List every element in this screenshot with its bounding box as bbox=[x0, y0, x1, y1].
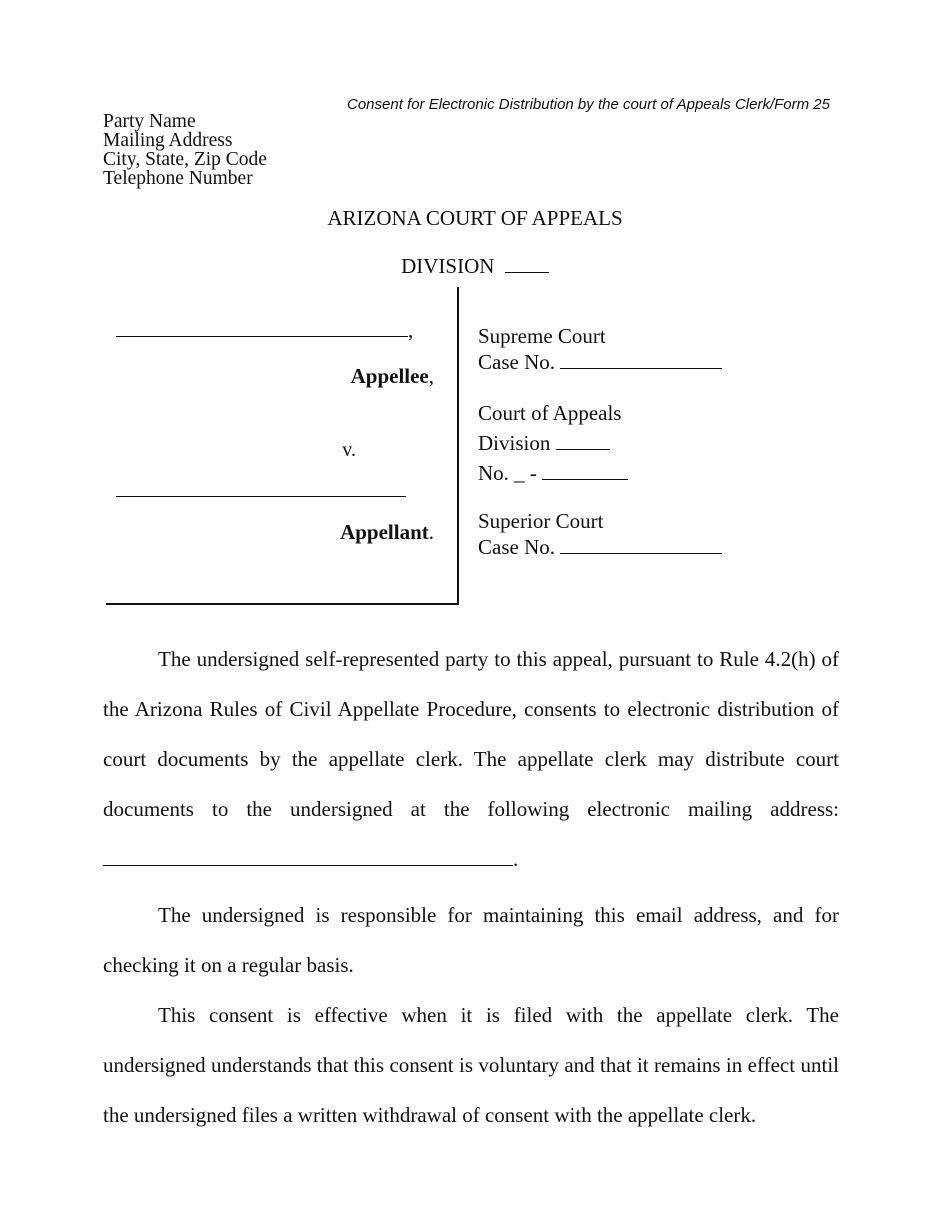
court-name: ARIZONA COURT OF APPEALS bbox=[327, 206, 623, 230]
appellee-name-line bbox=[116, 336, 408, 337]
supreme-court-label: Supreme Court bbox=[478, 324, 606, 348]
appeals-division-label: Division bbox=[478, 431, 551, 455]
appellant-punct: . bbox=[428, 520, 434, 544]
appeals-court-label: Court of Appeals bbox=[478, 401, 622, 425]
email-address-blank bbox=[103, 849, 513, 866]
appellee-comma: , bbox=[408, 318, 414, 342]
appeals-no-blank bbox=[542, 461, 628, 480]
caption-vertical-divider bbox=[457, 287, 459, 604]
superior-case-no-blank bbox=[560, 535, 722, 554]
supreme-case-no-blank bbox=[560, 350, 722, 369]
supreme-court-block bbox=[478, 323, 722, 375]
responsibility-paragraph: The undersigned is responsible for maintaining this email address, and for checking it on a regular basis. bbox=[103, 903, 839, 977]
appeals-court-block bbox=[478, 398, 628, 488]
versus: v. bbox=[342, 439, 356, 461]
division-blank bbox=[505, 254, 549, 273]
city-state-zip: City, State, Zip Code bbox=[103, 149, 267, 170]
supreme-case-no-label: Case No. bbox=[478, 350, 555, 374]
division-label: DIVISION bbox=[401, 254, 495, 278]
party-block bbox=[103, 112, 267, 188]
appellee-punct: , bbox=[428, 364, 434, 388]
appellant-label: Appellant bbox=[340, 520, 429, 544]
division-heading bbox=[0, 254, 950, 279]
telephone-number: Telephone Number bbox=[103, 168, 253, 189]
consent-paragraph-text: The undersigned self-represented party to this appeal, pursuant to Rule 4.2(h) of the Arizona Rules of Civil Appellate Procedure, consents to electronic distribution of court documents by the appellate clerk. The appellate clerk may distribute court documents to the undersigned at the following electronic mailing address: bbox=[103, 647, 839, 821]
consent-paragraph-end: . bbox=[513, 847, 519, 871]
superior-court-block bbox=[478, 508, 722, 560]
appellant-name-line bbox=[116, 496, 406, 497]
appeals-division-blank bbox=[556, 431, 610, 450]
superior-case-no-label: Case No. bbox=[478, 535, 555, 559]
consent-paragraph bbox=[103, 634, 839, 884]
appellant-role bbox=[0, 520, 434, 545]
mailing-address: Mailing Address bbox=[103, 130, 233, 151]
effectiveness-paragraph: This consent is effective when it is filed with the appellate clerk. The undersigned understands that this consent is voluntary and that it remains in effect until the undersigned files a written withdrawal of consent with the appellate clerk. bbox=[103, 1003, 839, 1127]
form-title: Consent for Electronic Distribution by the court of Appeals Clerk/Form 25 bbox=[347, 96, 830, 113]
superior-court-label: Superior Court bbox=[478, 509, 604, 533]
appellee-role bbox=[0, 364, 434, 389]
caption-bottom-rule bbox=[106, 603, 459, 605]
party-name: Party Name bbox=[103, 111, 196, 132]
appellee-label: Appellee bbox=[350, 364, 429, 388]
appeals-no-label: No. _ - bbox=[478, 461, 537, 485]
